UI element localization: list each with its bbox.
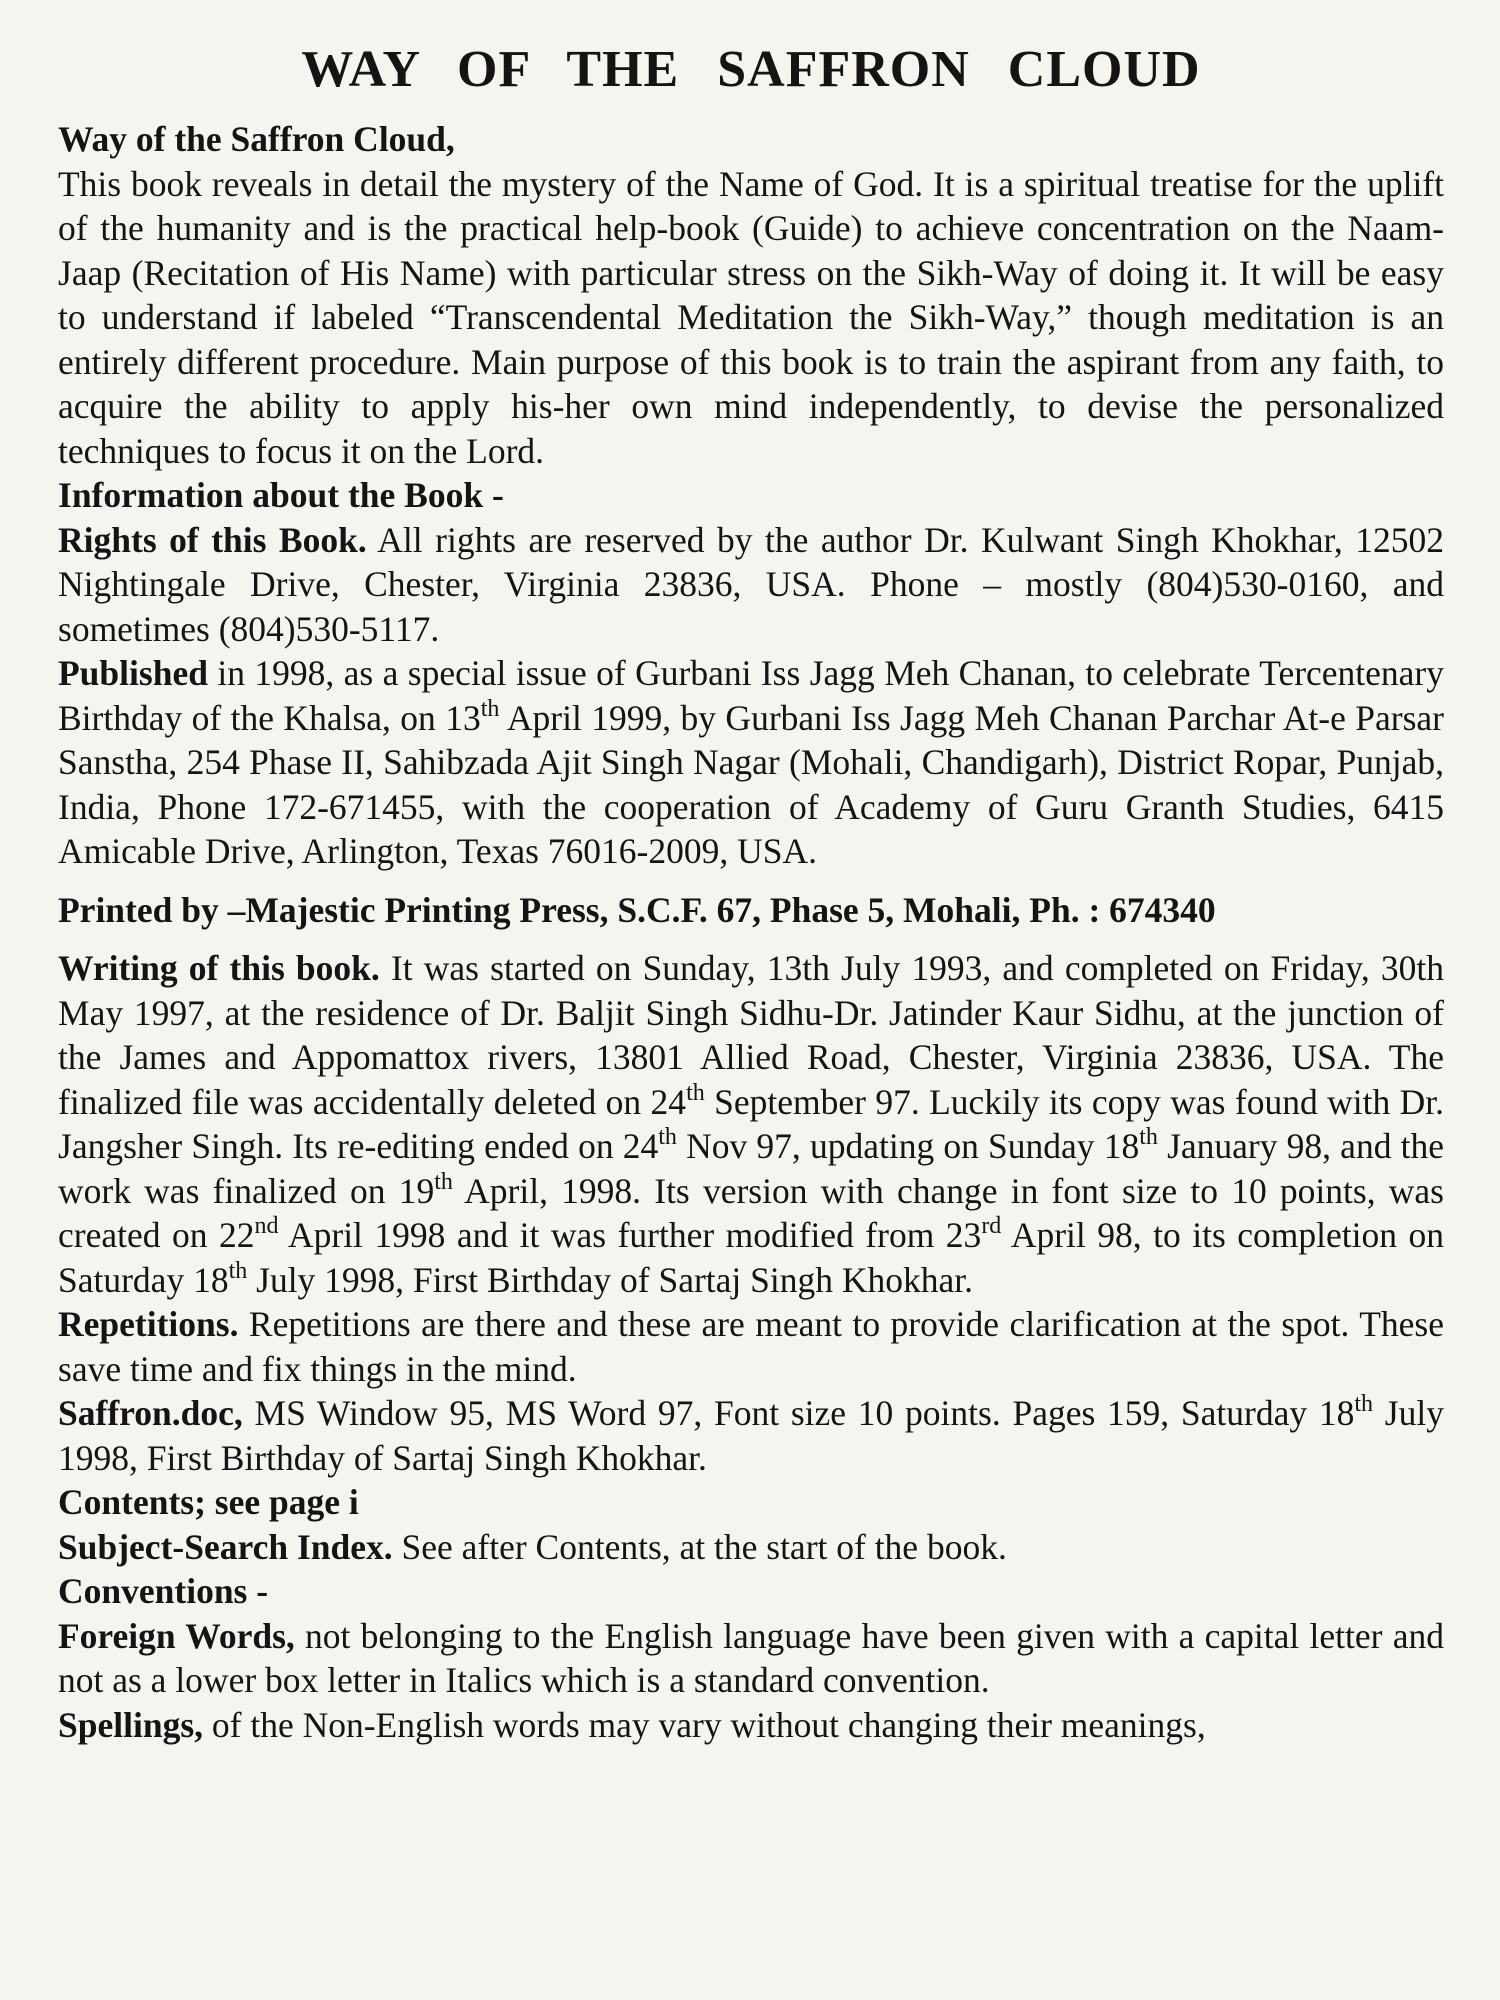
- rights-paragraph: Rights of this Book. All rights are reserved by the author Dr. Kulwant Singh Khokhar, 12502 Nightingale Drive, Chester, Virginia 23836, USA. Phone – mostly (804)530-0160, and sometimes (804)530-5117.: [58, 519, 1444, 649]
- subject-index-paragraph: Subject-Search Index. See after Contents, at the start of the book.: [58, 1526, 1007, 1567]
- foreign-words-paragraph: Foreign Words, not belonging to the English language have been given with a capital letter and not as a lower box letter in Italics which is a standard convention.: [58, 1615, 1444, 1700]
- repetitions-label: Repetitions.: [58, 1304, 239, 1344]
- contents-line: Contents; see page i: [58, 1482, 359, 1522]
- info-heading: Information about the Book -: [58, 475, 504, 515]
- writing-paragraph: Writing of this book. It was started on Sunday, 13th July 1993, and completed on Friday, 30th May 1997, at the residence of Dr. Baljit Singh Sidhu-Dr. Jatinder Kaur Sidhu, at the junction of the James and Appomattox rivers, 13801 Allied Road, Chester, Virginia 23836, USA. The finalized file was accidentally deleted on 24th September 97. Luckily its copy was found with Dr. Jangsher Singh. Its re-editing ended on 24th Nov 97, updating on Sunday 18th January 98, and the work was finalized on 19th April, 1998. Its version with change in font size to 10 points, was created on 22nd April 1998 and it was further modified from 23rd April 98, to its completion on Saturday 18th July 1998, First Birthday of Sartaj Singh Khokhar.: [58, 948, 1444, 1300]
- published-label: Published: [58, 653, 208, 693]
- writing-label: Writing of this book.: [58, 948, 380, 988]
- page-title: WAY OF THE SAFFRON CLOUD: [301, 41, 1201, 98]
- saffron-doc-paragraph: Saffron.doc, MS Window 95, MS Word 97, Font size 10 points. Pages 159, Saturday 18th July 1998, First Birthday of Sartaj Singh Khokhar.: [58, 1391, 1444, 1478]
- document-page: [58, 40, 1444, 1980]
- rights-label: Rights of this Book.: [58, 519, 367, 560]
- spellings-paragraph: Spellings, of the Non-English words may vary without changing their meanings,: [58, 1704, 1206, 1745]
- subject-index-label: Subject-Search Index.: [58, 1526, 393, 1567]
- saffron-doc-label: Saffron.doc,: [58, 1393, 243, 1433]
- printed-by: Printed by –Majestic Printing Press, S.C.F. 67, Phase 5, Mohali, Ph. : 674340: [58, 889, 1216, 930]
- spellings-label: Spellings,: [58, 1704, 204, 1745]
- repetitions-paragraph: Repetitions. Repetitions are there and these are meant to provide clarification at the spot. These save time and fix things in the mind.: [58, 1304, 1444, 1389]
- published-paragraph: Published in 1998, as a special issue of Gurbani Iss Jagg Meh Chanan, to celebrate Tercentenary Birthday of the Khalsa, on 13th April 1999, by Gurbani Iss Jagg Meh Chanan Parchar At-e Parsar Sanstha, 254 Phase II, Sahibzada Ajit Singh Nagar (Mohali, Chandigarh), District Ropar, Punjab, India, Phone 172-671455, with the cooperation of Academy of Guru Granth Studies, 6415 Amicable Drive, Arlington, Texas 76016-2009, USA.: [58, 653, 1444, 871]
- intro-paragraph: This book reveals in detail the mystery of the Name of God. It is a spiritual treatise for the uplift of the humanity and is the practical help-book (Guide) to achieve concentration on the Naam-Jaap (Recitation of His Name) with particular stress on the Sikh-Way of doing it. It will be easy to understand if labeled “Transcendental Meditation the Sikh-Way,” though meditation is an entirely different procedure. Main purpose of this book is to train the aspirant from any faith, to acquire the ability to apply his-her own mind independently, to devise the personalized techniques to focus it on the Lord.: [58, 163, 1444, 471]
- foreign-words-label: Foreign Words,: [58, 1615, 295, 1656]
- intro-heading: Way of the Saffron Cloud,: [58, 119, 455, 159]
- conventions-heading: Conventions -: [58, 1571, 269, 1611]
